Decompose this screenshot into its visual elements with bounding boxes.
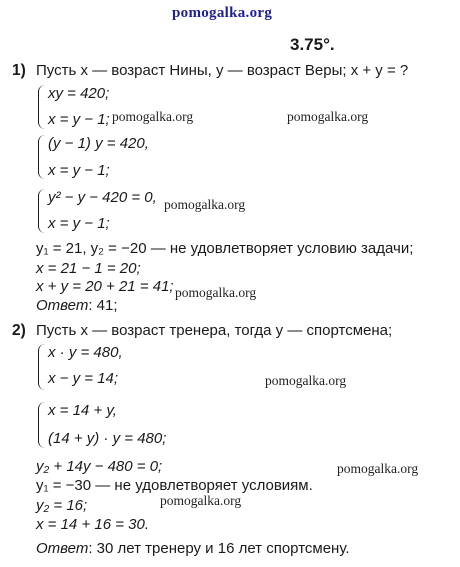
system-brace <box>38 344 45 390</box>
watermark: pomogalka.org <box>112 109 194 124</box>
answer-value: : 30 лет тренеру и 16 лет спортсмену. <box>88 540 350 557</box>
quadratic-line: y₂ + 14y − 480 = 0; <box>36 458 163 475</box>
system-brace <box>38 85 45 129</box>
roots-line: y₁ = 21, y₂ = −20 — не удовлетворяет условию задачи; <box>36 240 414 257</box>
watermark: pomogalka.org <box>337 461 419 476</box>
equation: x = y − 1; <box>48 111 110 128</box>
root2-line: y₂ = 16; <box>36 497 88 514</box>
equation: x = 14 + y, <box>48 402 117 419</box>
sum-line: x + y = 20 + 21 = 41; <box>36 278 174 295</box>
root1-line: y₁ = −30 — не удовлетворяет условиям. <box>36 477 313 494</box>
answer-value: : 41; <box>88 297 118 314</box>
answer-label: Ответ <box>36 540 89 557</box>
watermark: pomogalka.org <box>265 373 347 388</box>
watermark: pomogalka.org <box>287 109 369 124</box>
answer-line <box>36 297 118 315</box>
system-brace <box>38 189 45 233</box>
equation: xy = 420; <box>48 85 110 102</box>
part1-label: 1) <box>12 62 26 79</box>
x-value-line: x = 14 + 16 = 30. <box>36 516 150 533</box>
equation: x = y − 1; <box>48 162 110 179</box>
equation: y² − y − 420 = 0, <box>48 189 157 206</box>
watermark: pomogalka.org <box>164 197 246 212</box>
watermark: pomogalka.org <box>160 493 242 508</box>
watermark: pomogalka.org <box>175 285 257 300</box>
answer-line <box>36 540 350 558</box>
watermark-top: pomogalka.org <box>172 5 273 21</box>
equation: x − y = 14; <box>48 370 119 387</box>
system-brace <box>38 402 45 448</box>
equation: x = y − 1; <box>48 215 110 232</box>
x-value-line: x = 21 − 1 = 20; <box>36 260 141 277</box>
part1-intro: Пусть x — возраст Нины, y — возраст Веры; x + y = ? <box>36 62 409 79</box>
equation: (y − 1) y = 420, <box>48 135 149 152</box>
answer-label: Ответ <box>36 297 89 314</box>
part2-intro: Пусть x — возраст тренера, тогда y — спортсмена; <box>36 322 393 339</box>
equation: (14 + y) · y = 480; <box>48 430 167 447</box>
part2-label: 2) <box>12 322 26 339</box>
problem-number: 3.75°. <box>290 35 335 54</box>
system-brace <box>38 135 45 179</box>
equation: x · y = 480, <box>48 344 123 361</box>
